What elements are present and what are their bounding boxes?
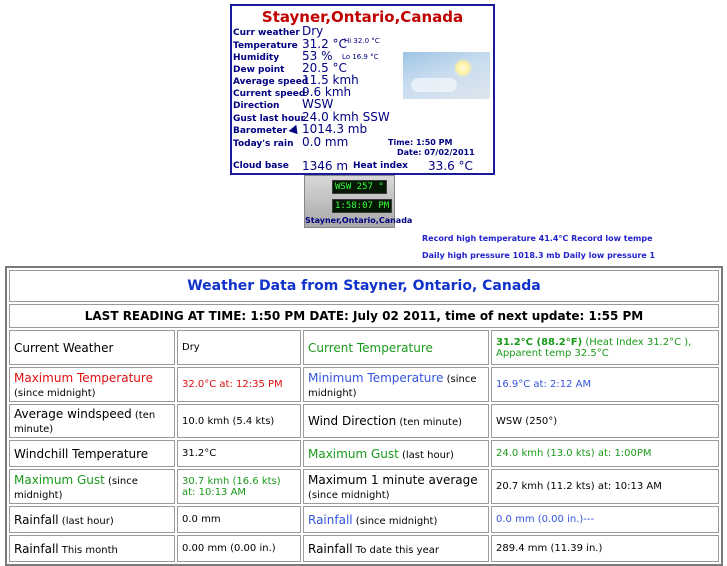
sunny-sky-image [403,52,490,99]
windchill-value: 31.2°C [177,440,301,467]
wind-clock-gauge [304,175,413,228]
average-windspeed-label: Average windspeed (ten minute) [9,404,175,438]
sticker-time: Time: 1:50 PM [388,138,453,147]
max-gust-midnight-label: Maximum Gust (since midnight) [9,469,175,504]
sticker-label-heat-index: Heat index [353,161,408,171]
sun-icon [454,59,472,77]
max-temperature-value: 32.0°C at: 12:35 PM [177,367,301,402]
sticker-value-cloud-base: 1346 m [302,159,349,173]
sticker-value-dew-point: 20.5 °C [302,61,347,75]
rainfall-last-hour-value: 0.0 mm [177,506,301,533]
sticker-label-current-speed: Current speed [233,89,306,99]
table-row [9,404,719,438]
clock-display: 1:58:07 PM [332,199,392,213]
sticker-label-average-speed: Average speed [233,77,309,87]
sticker-value-direction: WSW [302,97,334,111]
wind-direction-value: WSW (250°) [491,404,719,438]
records-ticker-line-2: Daily high pressure 1018.3 mb Daily low pressure 1 [422,251,656,260]
sticker-value-heat-index: 33.6 °C [428,159,473,173]
rainfall-month-value: 0.00 mm (0.00 in.) [177,535,301,562]
current-temperature-value: 31.2°C (88.2°F) (Heat Index 31.2°C ), Apparent temp 32.5°C [491,330,719,365]
sticker-value-gust: 24.0 kmh SSW [302,110,390,124]
sticker-label-curr-weather: Curr weather [233,28,300,38]
weather-data-table [5,266,723,566]
sticker-label-gust: Gust last hour [233,114,305,124]
sticker-value-curr-weather: Dry [302,24,324,38]
sticker-label-cloud-base: Cloud base [233,161,289,171]
sticker-value-rain: 0.0 mm [302,135,349,149]
last-reading-info: LAST READING AT TIME: 1:50 PM DATE: July 02 2011, time of next update: 1:55 PM [9,304,719,328]
sticker-label-direction: Direction [233,101,280,111]
min-temperature-label: Minimum Temperature (since midnight) [303,367,489,402]
cloud-icon [411,78,457,92]
rainfall-year-value: 289.4 mm (11.39 in.) [491,535,719,562]
sticker-label-dew-point: Dew point [233,65,285,75]
rainfall-midnight-value: 0.0 mm (0.00 in.)--- [491,506,719,533]
windchill-label: Windchill Temperature [9,440,175,467]
wind-direction-label: Wind Direction (ten minute) [303,404,489,438]
max-gust-last-hour-value: 24.0 kmh (13.0 kts) at: 1:00PM [491,440,719,467]
sticker-value-temperature: 31.2 °C [302,37,347,51]
sticker-value-humidity: 53 % [302,49,333,63]
min-temperature-value: 16.9°C at: 2:12 AM [491,367,719,402]
sticker-title: Stayner,Ontario,Canada [261,8,464,26]
sticker-lo-temp: Lo 16.9 °C [342,53,379,61]
sticker-label-humidity: Humidity [233,53,280,63]
records-ticker-line-1: Record high temperature 41.4°C Record low tempe [422,234,653,243]
rainfall-midnight-label: Rainfall (since midnight) [303,506,489,533]
sticker-date: Date: 07/02/2011 [397,148,475,157]
sticker-value-average-speed: 11.5 kmh [302,73,359,87]
gauge-location-link[interactable]: Stayner,Ontario,Canada [305,216,413,225]
rainfall-last-hour-label: Rainfall (last hour) [9,506,175,533]
table-row [9,367,719,402]
sticker-value-barometer: 1014.3 mb [302,122,368,136]
table-row [9,469,719,504]
weather-sticker [230,4,495,175]
sticker-label-rain: Today's rain [233,139,294,149]
table-row [9,440,719,467]
max-1min-average-value: 20.7 kmh (11.2 kts) at: 10:13 AM [491,469,719,504]
current-temperature-label: Current Temperature [303,330,489,365]
table-row [9,535,719,562]
average-windspeed-value: 10.0 kmh (5.4 kts) [177,404,301,438]
max-temperature-label: Maximum Temperature (since midnight) [9,367,175,402]
current-weather-label: Current Weather [9,330,175,365]
table-row [9,506,719,533]
table-title: Weather Data from Stayner, Ontario, Canada [9,270,719,302]
barometer-trend-arrow-icon [289,125,302,138]
table-row [9,330,719,365]
sticker-label-barometer: Barometer [233,126,287,136]
rainfall-month-label: Rainfall This month [9,535,175,562]
max-1min-average-label: Maximum 1 minute average (since midnight) [303,469,489,504]
wind-direction-display: WSW 257 ° [332,180,387,194]
max-gust-last-hour-label: Maximum Gust (last hour) [303,440,489,467]
sticker-label-temperature: Temperature [233,41,298,51]
sticker-value-current-speed: 9.6 kmh [302,85,352,99]
max-gust-midnight-value: 30.7 kmh (16.6 kts) at: 10:13 AM [177,469,301,504]
current-weather-value: Dry [177,330,301,365]
rainfall-year-label: Rainfall To date this year [303,535,489,562]
sticker-hi-temp: Hi 32.0 °C [344,37,380,45]
